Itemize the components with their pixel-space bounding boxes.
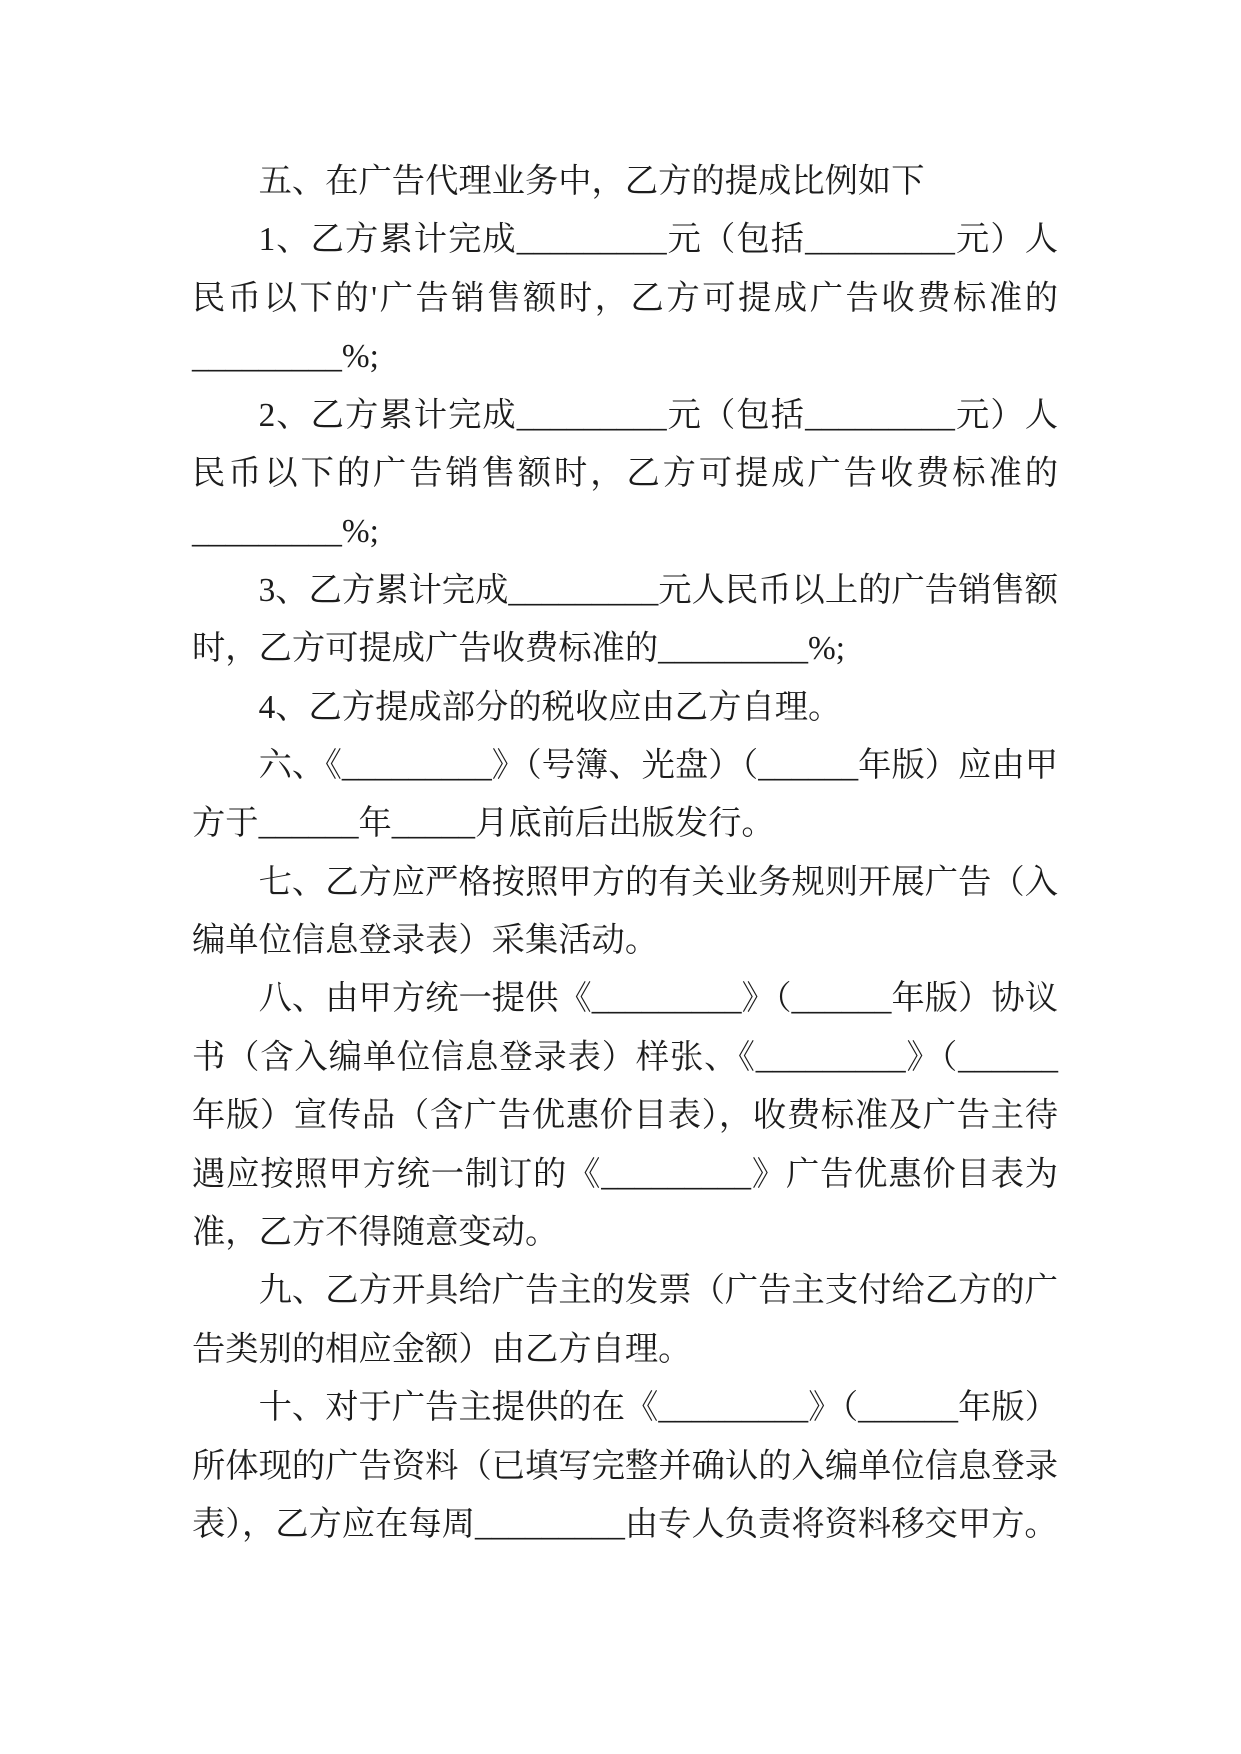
clause-nine: [192, 1262, 1058, 1379]
clause-eight-line-2: 书（含入编单位信息登录表）样张、《_________》（______: [192, 1038, 1058, 1076]
clause-five: [192, 153, 1058, 211]
item-3: [192, 562, 1058, 679]
clause-seven-line-1: 七、乙方应严格按照甲方的有关业务规则开展广告（入: [258, 863, 1058, 901]
item-1: [192, 211, 1058, 386]
clause-six: [192, 737, 1058, 854]
clause-ten-line-1: 十、对于广告主提供的在《_________》（______年版）: [258, 1389, 1058, 1427]
item-3-line-2: 时，乙方可提成广告收费标准的_________%;: [192, 630, 845, 668]
item-1-line-2: 民币以下的'广告销售额时，乙方可提成广告收费标准的: [192, 279, 1058, 317]
clause-eight-line-1: 八、由甲方统一提供《_________》（______年版）协议: [258, 980, 1058, 1018]
clause-seven: [192, 854, 1058, 971]
clause-ten-line-2: 所体现的广告资料（已填写完整并确认的入编单位信息登录: [192, 1447, 1058, 1485]
clause-seven-line-2: 编单位信息登录表）采集活动。: [192, 922, 659, 960]
item-1-line-1: 1、乙方累计完成_________元（包括_________元）人: [258, 221, 1058, 259]
item-4: [192, 679, 1058, 737]
item-2-line-1: 2、乙方累计完成_________元（包括_________元）人: [258, 396, 1058, 434]
item-1-line-3: _________%;: [192, 338, 379, 376]
clause-eight: [192, 970, 1058, 1262]
clause-nine-line-1: 九、乙方开具给广告主的发票（广告主支付给乙方的广: [258, 1272, 1058, 1310]
clause-eight-line-5: 准，乙方不得随意变动。: [192, 1214, 559, 1252]
clause-eight-line-4: 遇应按照甲方统一制订的《_________》广告优惠价目表为: [192, 1155, 1058, 1193]
clause-six-line-2: 方于______年_____月底前后出版发行。: [192, 805, 775, 843]
item-4-line-1: 4、乙方提成部分的税收应由乙方自理。: [258, 688, 842, 726]
item-2-line-2: 民币以下的广告销售额时，乙方可提成广告收费标准的: [192, 454, 1058, 492]
item-3-line-1: 3、乙方累计完成_________元人民币以上的广告销售额: [258, 571, 1058, 609]
item-2-line-3: _________%;: [192, 513, 379, 551]
item-2: [192, 387, 1058, 562]
clause-ten: [192, 1379, 1058, 1554]
document-body: [192, 153, 1058, 1554]
clause-ten-line-3: 表），乙方应在每周_________由专人负责将资料移交甲方。: [192, 1505, 1058, 1543]
clause-nine-line-2: 告类别的相应金额）由乙方自理。: [192, 1330, 692, 1368]
clause-eight-line-3: 年版）宣传品（含广告优惠价目表），收费标准及广告主待: [192, 1097, 1058, 1135]
clause-five-line-1: 五、在广告代理业务中，乙方的提成比例如下: [258, 163, 925, 200]
clause-six-line-1: 六、《_________》（号簿、光盘）（______年版）应由甲: [258, 746, 1058, 784]
